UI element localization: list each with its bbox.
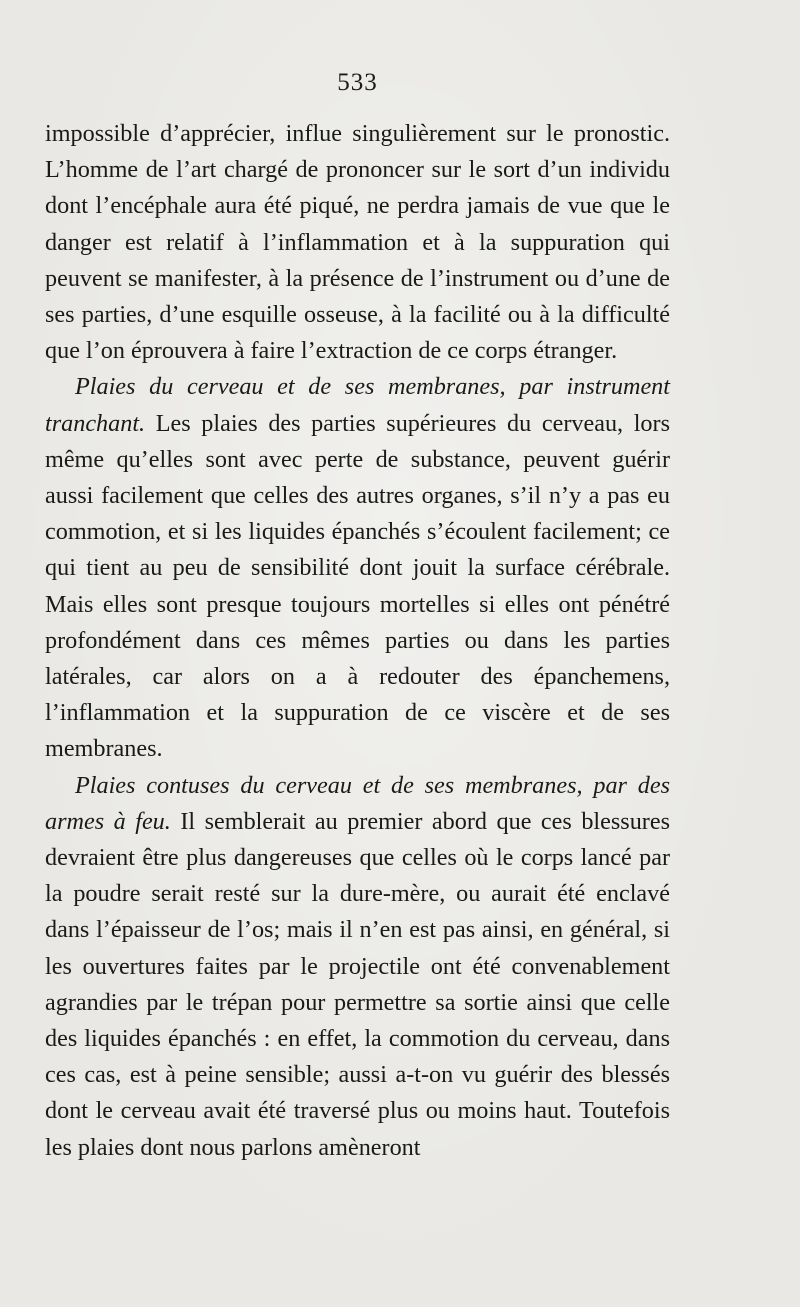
body-text (45, 116, 670, 1166)
paragraph-3 (45, 768, 670, 1166)
paragraph-3-text: Il semblerait au premier abord que ces blessures devraient être plus dangereuses que celles où le corps lancé par la poudre serait resté sur la dure-mère, ou aurait été enclavé dans l’épaisseur de l’os; mais il n’en est pas ainsi, en général, si les ouvertures faites par le projectile ont été convenablement agrandies par le trépan pour permettre sa sortie ainsi que celle des liquides épanchés : en effet, la commotion du cerveau, dans ces cas, est à peine sensible; aussi a-t-on vu guérir des blessés dont le cerveau avait été traversé plus ou moins haut. Toutefois les plaies dont nous parlons amèneront (45, 807, 670, 1161)
paragraph-2-text: Les plaies des parties supérieures du cerveau, lors même qu’elles sont avec perte de substance, peuvent guérir aussi facilement que celles des autres organes, s’il n’y a pas eu commotion, et si les liquides épanchés s’écoulent facilement; ce qui tient au peu de sensibilité dont jouit la surface cérébrale. Mais elles sont presque toujours mortelles si elles ont pénétré profondément dans ces mêmes parties ou dans les parties latérales, car alors on a à redouter des épanchemens, l’inflammation et la suppuration de ce viscère et de ses membranes. (45, 409, 670, 763)
page-number: 533 (337, 69, 378, 96)
paragraph-1 (45, 116, 670, 369)
paragraph-2-heading: Plaies du cerveau et de ses membranes, par instrument tranchant. (45, 373, 670, 437)
paragraph-1-text: impossible d’apprécier, influe singulièrement sur le pronostic. L’homme de l’art chargé de prononcer sur le sort d’un individu dont l’encéphale aura été piqué, ne perdra jamais de vue que le danger est relatif à l’inflammation et à la suppuration qui peuvent se manifester, à la présence de l’instrument ou d’une de ses parties, d’une esquille osseuse, à la facilité ou à la difficulté que l’on éprouvera à faire l’extraction de ce corps étranger. (45, 120, 670, 365)
paragraph-3-heading: Plaies contuses du cerveau et de ses membranes, par des armes à feu. (45, 771, 670, 835)
paragraph-2 (45, 369, 670, 767)
